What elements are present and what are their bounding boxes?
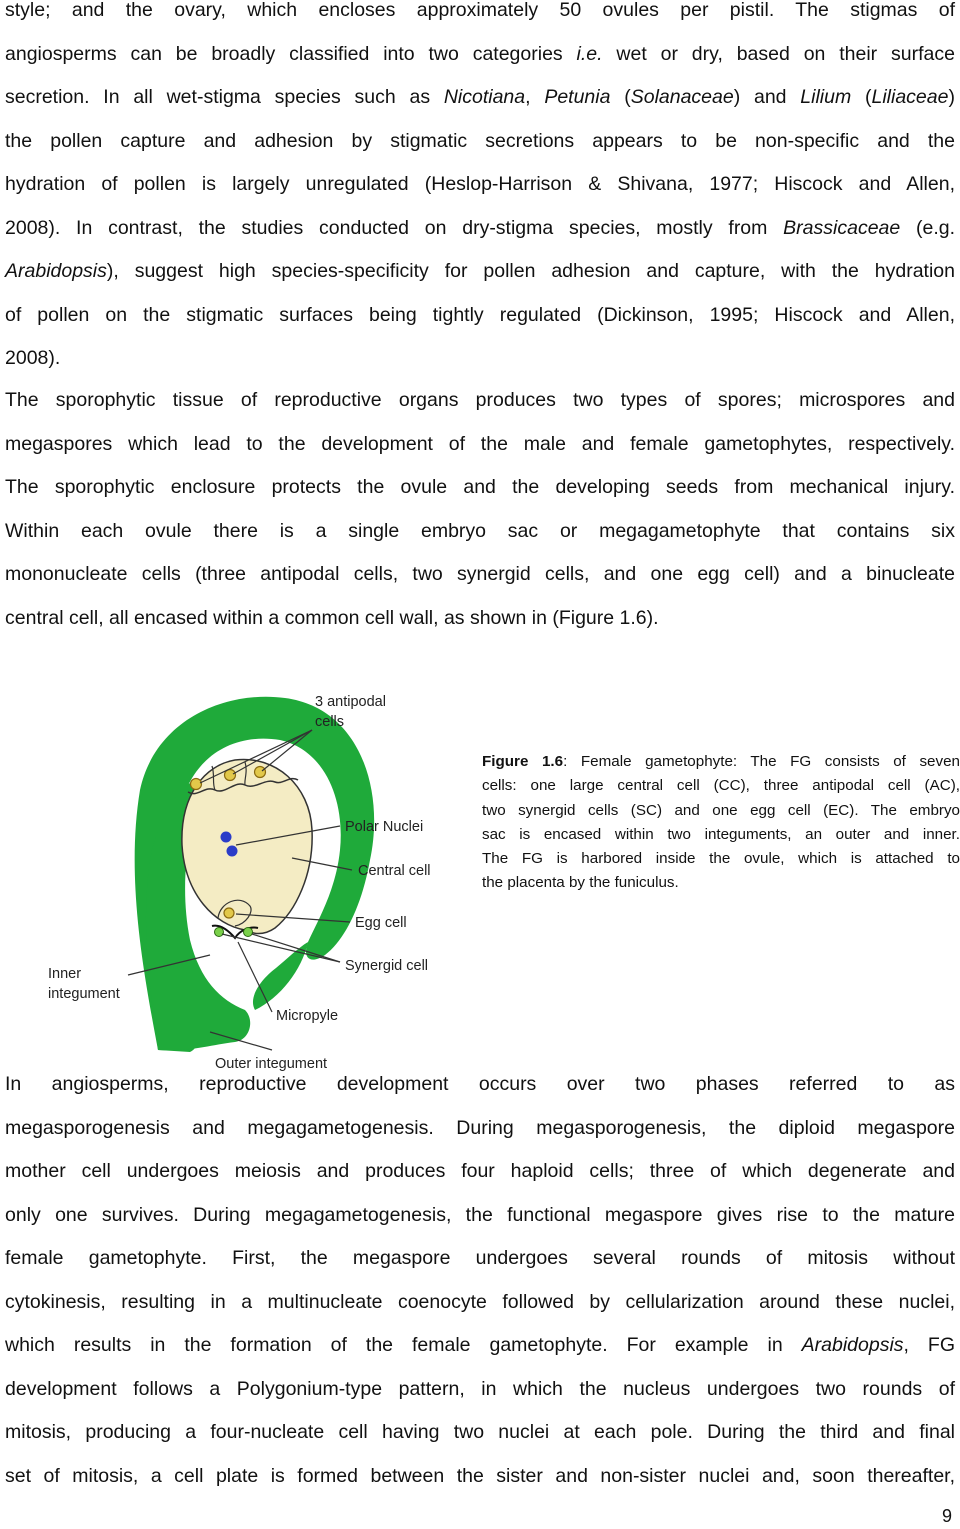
paragraph-sporophytic-tissue bbox=[5, 379, 955, 640]
text-line: mother cell undergoes meiosis and produces four haploid cells; three of which degenerate and bbox=[5, 1160, 955, 1182]
polar-nucleus bbox=[221, 832, 232, 843]
ovule-diagram bbox=[40, 680, 460, 1075]
caption-line: sac is encased within two integuments, an outer and inner. bbox=[482, 825, 960, 843]
caption-line: Figure 1.6: Female gametophyte: The FG consists of seven bbox=[482, 753, 960, 770]
synergid-nucleus bbox=[244, 928, 253, 937]
polar-nucleus bbox=[227, 846, 238, 857]
text-line: mononucleate cells (three antipodal cells, two synergid cells, and one egg cell) and a binucleate bbox=[5, 563, 955, 585]
label-inner-integument-2: integument bbox=[48, 986, 120, 1002]
text-line: the pollen capture and adhesion by stigmatic secretions appears to be non-specific and the bbox=[5, 129, 955, 152]
text-line: only one survives. During megagametogenesis, the functional megaspore gives rise to the mature bbox=[5, 1203, 955, 1226]
text-line: megasporogenesis and megagametogenesis. During megasporogenesis, the diploid megaspore bbox=[5, 1116, 955, 1139]
caption-line: cells: one large central cell (CC), three antipodal cell (AC), bbox=[482, 777, 960, 795]
text-line: hydration of pollen is largely unregulated (Heslop-Harrison & Shivana, 1977; Hiscock and Allen, bbox=[5, 173, 955, 195]
page-number: 9 bbox=[941, 1506, 952, 1526]
text-line: secretion. In all wet-stigma species such as Nicotiana, Petunia (Solanaceae) and Lilium (Liliaceae) bbox=[5, 86, 955, 108]
egg-nucleus bbox=[224, 908, 234, 918]
text-line: development follows a Polygonium-type pattern, in which the nucleus undergoes two rounds of bbox=[5, 1377, 955, 1400]
text-line: mitosis, producing a four-nucleate cell having two nuclei at each pole. During the third and final bbox=[5, 1421, 955, 1443]
text-line: In angiosperms, reproductive development occurs over two phases referred to as bbox=[5, 1073, 955, 1095]
label-central-cell: Central cell bbox=[358, 863, 431, 879]
label-micropyle: Micropyle bbox=[276, 1008, 339, 1024]
label-synergid-cell: Synergid cell bbox=[345, 958, 429, 974]
text-line: 2008). bbox=[5, 347, 61, 369]
text-line: central cell, all encased within a common cell wall, as shown in (Figure 1.6). bbox=[5, 606, 659, 629]
text-line: Arabidopsis), suggest high species-specificity for pollen adhesion and capture, with the hydration bbox=[5, 260, 955, 282]
caption-line: The FG is harbored inside the ovule, which is attached to bbox=[482, 850, 960, 868]
label-egg-cell: Egg cell bbox=[355, 915, 407, 931]
text-line: set of mitosis, a cell plate is formed between the sister and non-sister nuclei and, soon thereafter, bbox=[5, 1464, 955, 1487]
text-line: style; and the ovary, which encloses approximately 50 ovules per pistil. The stigmas of bbox=[5, 0, 955, 21]
text-line: of pollen on the stigmatic surfaces being tightly regulated (Dickinson, 1995; Hiscock and Allen, bbox=[5, 303, 955, 326]
text-line: female gametophyte. First, the megaspore undergoes several rounds of mitosis without bbox=[5, 1247, 955, 1269]
caption-line: the placenta by the funiculus. bbox=[482, 874, 679, 892]
label-antipodal-cells: cells bbox=[315, 714, 345, 730]
text-line: Within each ovule there is a single embryo sac or megagametophyte that contains six bbox=[5, 519, 955, 542]
caption-line: two synergid cells (SC) and one egg cell (EC). The embryo bbox=[482, 801, 960, 819]
figure-caption bbox=[482, 750, 960, 896]
label-inner-integument: Inner bbox=[48, 966, 82, 982]
figure-label: Figure 1.6 bbox=[482, 753, 564, 770]
text-line: The sporophytic tissue of reproductive organs produces two types of spores; microspores and bbox=[5, 389, 955, 411]
label-polar-nuclei: Polar Nuclei bbox=[345, 819, 424, 835]
antipodal-nucleus bbox=[255, 767, 266, 778]
text-line: megaspores which lead to the development of the male and female gametophytes, respectively. bbox=[5, 432, 955, 455]
label-antipodal: 3 antipodal bbox=[315, 694, 386, 710]
text-line: The sporophytic enclosure protects the ovule and the developing seeds from mechanical injury. bbox=[5, 476, 955, 498]
text-line: 2008). In contrast, the studies conducted on dry-stigma species, mostly from Brassicaceae (e.g. bbox=[5, 216, 956, 239]
synergid-nucleus bbox=[215, 928, 224, 937]
text-line: which results in the formation of the female gametophyte. For example in Arabidopsis, FG bbox=[5, 1334, 955, 1356]
antipodal-nucleus bbox=[191, 779, 202, 790]
text-line: cytokinesis, resulting in a multinucleate coenocyte followed by cellularization around these nuclei, bbox=[5, 1290, 955, 1313]
paragraph-megasporogenesis bbox=[5, 1063, 955, 1498]
label-outer-integument: Outer integument bbox=[215, 1056, 328, 1072]
italic-ie: i.e. bbox=[576, 42, 603, 65]
paragraph-stigma-types bbox=[5, 0, 955, 381]
text-line: angiosperms can be broadly classified into two categories i.e. wet or dry, based on their surface bbox=[5, 42, 955, 65]
